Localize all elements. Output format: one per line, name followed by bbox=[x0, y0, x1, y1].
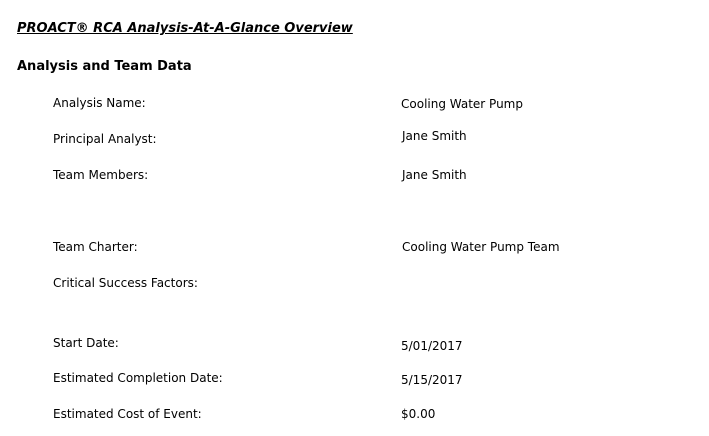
estimated-completion-date-value: 5/15/2017 bbox=[401, 373, 463, 387]
analysis-name-label: Analysis Name: bbox=[53, 96, 146, 110]
section-heading: Analysis and Team Data bbox=[17, 59, 192, 74]
estimated-cost-of-event-value: $0.00 bbox=[401, 407, 436, 421]
analysis-name-value: Cooling Water Pump bbox=[401, 97, 523, 111]
start-date-label: Start Date: bbox=[53, 336, 119, 350]
estimated-completion-date-label: Estimated Completion Date: bbox=[53, 371, 223, 385]
start-date-value: 5/01/2017 bbox=[401, 339, 463, 353]
principal-analyst-label: Principal Analyst: bbox=[53, 132, 157, 146]
team-charter-label: Team Charter: bbox=[53, 240, 138, 254]
principal-analyst-value: Jane Smith bbox=[402, 129, 467, 143]
report-title: PROACT® RCA Analysis-At-A-Glance Overview bbox=[17, 21, 353, 36]
estimated-cost-of-event-label: Estimated Cost of Event: bbox=[53, 407, 202, 421]
critical-success-factors-label: Critical Success Factors: bbox=[53, 276, 198, 290]
team-members-label: Team Members: bbox=[53, 168, 149, 182]
team-charter-value: Cooling Water Pump Team bbox=[402, 240, 560, 254]
team-members-value: Jane Smith bbox=[402, 168, 467, 182]
